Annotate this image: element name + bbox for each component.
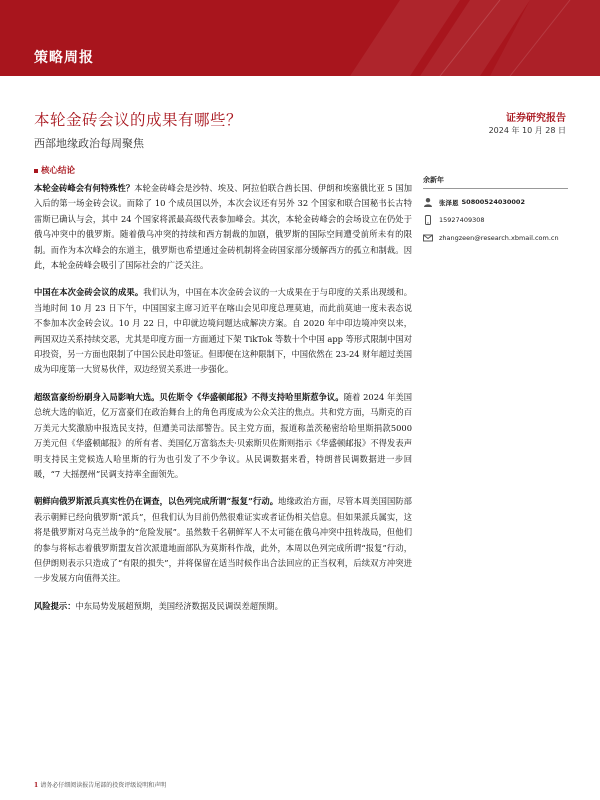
analyst-cert: S0800524030002 — [461, 198, 525, 206]
section-label-text: 核心结论 — [41, 166, 76, 176]
paragraph — [34, 181, 412, 273]
analyst-email[interactable]: zhangzeen@research.xbmail.com.cn — [439, 234, 559, 242]
decorative-pattern-icon — [340, 0, 600, 76]
paragraph-body: 中东局势发展超预期，美国经济数据及民调误差超预期。 — [75, 600, 283, 611]
paragraph-lead: 本轮金砖峰会有何特殊性？ — [34, 183, 135, 193]
phone-icon — [423, 215, 433, 225]
phone-row — [423, 213, 568, 227]
analyst-row — [423, 195, 568, 209]
paragraph — [34, 390, 412, 482]
paragraph-body: 我们认为，中国在本次金砖会议的一大成果在于与印度的关系出现缓和。当地时间 10 月 23 日下午，中国国家主席习近平在喀山会见印度总理莫迪，而此前莫迪一度未表态说不参加本次金砖会议。10 月 22 日，中印就边境问题达成解决方案。自 2020 年中印边境冲突以来，两国双边关系持续交恶，尤其是印度方面一方面通过下架 TikTok 等数十个中国 app 等形式限制中国对印投资，另一方面也限制了中国公民赴印签证。但即便在这种限制下，中国依然在 23-24 财年超过美国成为印度第一大贸易伙伴，双边经贸关系进一步强化。 — [34, 287, 412, 375]
section-label — [34, 164, 75, 176]
main-body — [34, 181, 412, 626]
report-title: 本轮金砖会议的成果有哪些？ — [34, 111, 243, 129]
paragraph — [34, 285, 412, 377]
paragraph-lead: 风险提示： — [34, 600, 76, 611]
paragraph-lead: 超级富豪纷纷刷身入局影响大选。贝佐斯令《华盛顿邮报》不得支持哈里斯惹争议。 — [34, 391, 344, 402]
page-number: 1 — [34, 782, 39, 789]
footer — [34, 780, 166, 789]
analyst-name: 张泽恩 — [439, 198, 459, 207]
brand-title: 策略周报 — [34, 50, 94, 66]
analyst-sidebar — [423, 175, 568, 249]
sidebar-heading: 余新年 — [423, 175, 568, 189]
paragraph-body: 本轮金砖峰会是沙特、埃及、阿拉伯联合酋长国、伊朗和埃塞俄比亚 5 国加入后的第一场金砖会议。而除了 10 个成员国以外，本次会议还有另外 32 个国家和联合国秘书长古特雷斯已确认与会，其中 24 个国家将派最高级代表参加峰会。其次，本轮金砖峰会的会场设立在仍处于俄乌冲突中的俄罗斯。随着俄乌冲突的持续和西方制裁的加剧，俄罗斯的国际空间遭受前所未有的限制。而作为本次峰会的东道主，俄罗斯也希望通过金砖机制将金砖国家部分缓解西方的孤立和制裁。因此，本轮金砖峰会吸引了国际社会的广泛关注。 — [34, 183, 412, 271]
analyst-phone: 15927409308 — [439, 216, 485, 224]
paragraph-body: 地缘政治方面，尽管本周美国国防部表示朝鲜已经向俄罗斯“派兵”，但我们认为目前仍然很难证实或者证伪相关信息。但如果派兵属实，这将是俄罗斯对乌克兰战争的“危险发展”。虽然数千名朝鲜军人不太可能在俄乌冲突中扭转战局，但他们的参与将标志着俄罗斯盟友首次派遣地面部队为莫斯科作战，此外，本周以色列完成所谓“报复”行动，但伊朗则表示只造成了“有限的损失”，并将保留在适当时候作出合法回应的正当权利，后续双方冲突进一步发展方向值得关注。 — [34, 496, 412, 584]
email-row — [423, 231, 568, 245]
header-banner — [0, 0, 600, 76]
person-icon — [423, 197, 433, 207]
paragraph-lead: 朝鲜向俄罗斯派兵真实性仍在调查，以色列完成所谓“报复”行动。 — [34, 496, 279, 507]
report-date: 2024 年 10 月 28 日 — [488, 126, 566, 135]
email-icon — [423, 233, 433, 243]
footer-disclaimer: 请务必仔细阅读报告尾部的投资评级说明和声明 — [40, 782, 167, 789]
paragraph-body: 随着 2024 年美国总统大选的临近，亿万富豪们在政治舞台上的角色再度成为公众关注的焦点。共和党方面，马斯克的百万美元大奖激励申报选民支持，但遭美司法部警告。民主党方面，报道称盖茨秘密给哈里斯捐款5000 万美元但《华盛顿邮报》的所有者、美国亿万富翁杰夫·贝索斯贝佐斯则指示《华盛顿邮报》不得发表声明支持民主党候选人哈里斯的行为也引发了不少争议。从民调数据来看，特朗普民调数据进一步回暖，“7 大摇摆州”民调支持率全面领先。 — [34, 391, 412, 479]
bullet-icon — [34, 169, 38, 173]
report-type: 证券研究报告 — [506, 113, 566, 124]
paragraph — [34, 494, 412, 586]
risk-warning — [34, 599, 412, 614]
paragraph-lead: 中国在本次金砖会议的成果。 — [34, 287, 144, 298]
report-subtitle: 西部地缘政治每周聚焦 — [34, 137, 144, 150]
